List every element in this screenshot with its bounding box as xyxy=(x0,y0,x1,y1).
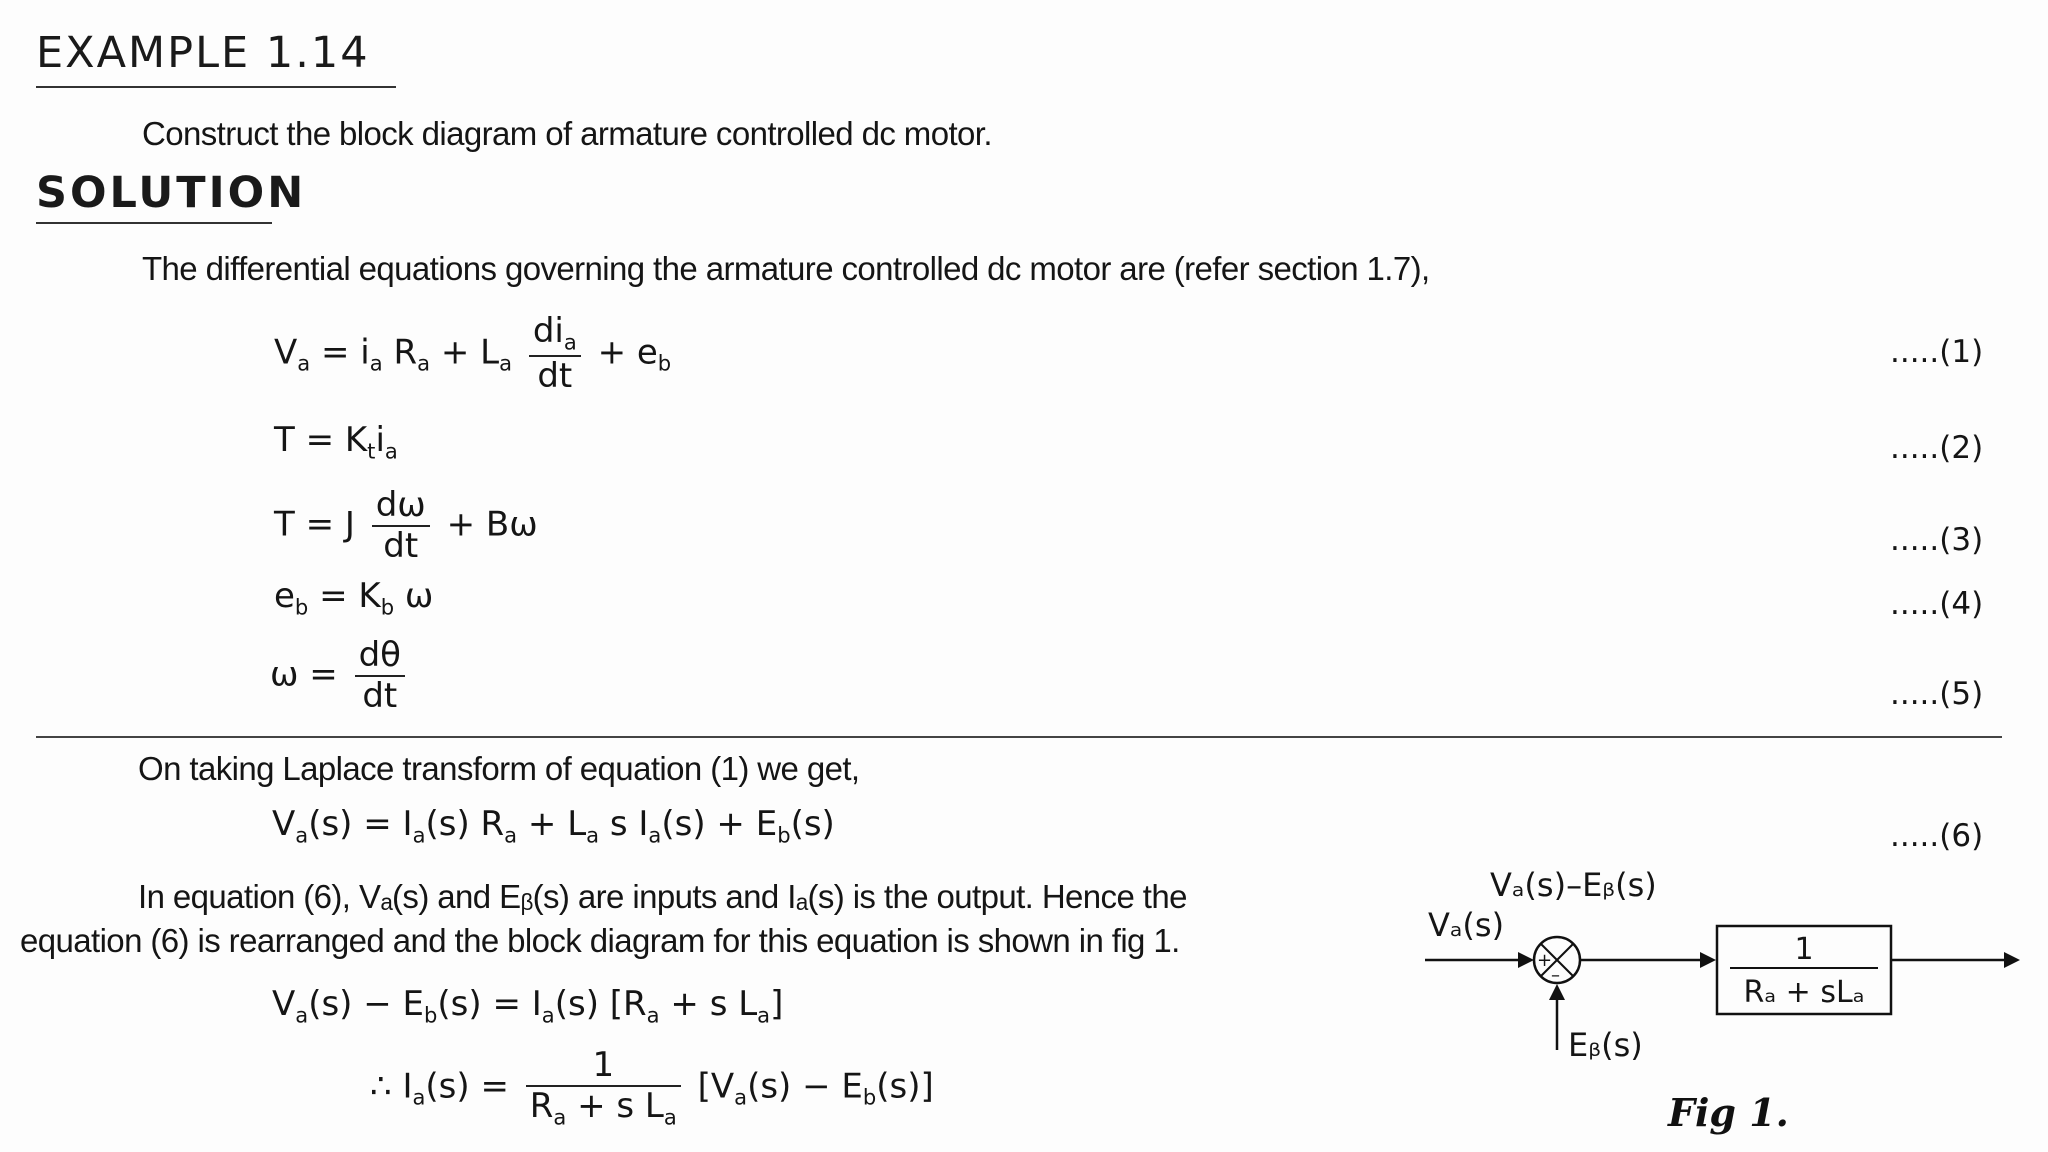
rearrange-text-line-2: equation (6) is rearranged and the block diagram for this equation is shown in fig 1. xyxy=(20,922,1180,959)
input-arrow-head xyxy=(1518,952,1534,968)
feedback-arrow-head xyxy=(1549,984,1565,1000)
equation-number-2: .....(2) xyxy=(1890,430,1984,466)
laplace-statement: On taking Laplace transform of equation (1) we get, xyxy=(138,750,860,787)
rearrange-text-line-1: In equation (6), Vₐ(s) and Eᵦ(s) are inputs and Iₐ(s) is the output. Hence the xyxy=(138,878,1187,915)
solution-heading: SOLUTION xyxy=(36,168,307,218)
output-arrow-head xyxy=(2004,952,2020,968)
equation-number-4: .....(4) xyxy=(1890,586,1984,622)
equation-4: $e_b = K_b$ ω xyxy=(274,576,434,620)
block-denominator: Rₐ + sLₐ xyxy=(1743,975,1865,1010)
equation-6: $V_a(s) = I_a(s) R_a + L_a$ s $I_a(s) + E_b(s)$ xyxy=(272,804,835,848)
equation-ia: ∴ $I_a(s)$ = $\frac{1}{R_a + s L_a}$ $[V_a(s) - E_b(s)]$ xyxy=(370,1045,934,1130)
equation-5-fraction: $\frac{d\theta}{dt}$ xyxy=(355,636,405,716)
equation-5: ω = $\frac{d\theta}{dt}$ xyxy=(270,636,411,716)
equation-ia-fraction: $\frac{1}{R_a + s L_a}$ xyxy=(526,1046,681,1130)
input-label: Vₐ(s) xyxy=(1428,906,1505,944)
equation-number-1: .....(1) xyxy=(1890,334,1984,370)
error-signal-arrow-head xyxy=(1700,952,1716,968)
equation-number-6: .....(6) xyxy=(1890,818,1984,854)
equation-number-5: .....(5) xyxy=(1890,676,1984,712)
figure-caption: Fig 1. xyxy=(1668,1090,1789,1135)
equation-rearranged: $V_a(s) - E_b(s) = I_a(s) [R_a + s$ $L_a$] xyxy=(272,984,784,1028)
feedback-label: Eᵦ(s) xyxy=(1568,1026,1643,1064)
solution-heading-underline xyxy=(36,222,272,224)
example-title: EXAMPLE 1.14 xyxy=(36,28,370,78)
solution-intro: The differential equations governing the armature controlled dc motor are (refer section 1.7), xyxy=(142,250,1430,287)
equation-1-fraction: $\frac{di_a}{dt}$ xyxy=(529,312,581,396)
section-divider xyxy=(36,736,2002,738)
equation-3-fraction: $\frac{d\omega}{dt}$ xyxy=(372,486,430,566)
equation-1: $V_a = i_a$ $R_a + L_a$ $\frac{di_a}{dt}$ + $e_b$ xyxy=(274,311,672,396)
equation-number-3: .....(3) xyxy=(1890,522,1984,558)
equation-2: $T = K_ti_a$ xyxy=(274,420,398,464)
minus-sign: – xyxy=(1551,965,1560,986)
equation-3: T = J $\frac{d\omega}{dt}$ + Bω xyxy=(274,485,538,567)
plus-sign: + xyxy=(1537,950,1553,971)
problem-statement: Construct the block diagram of armature controlled dc motor. xyxy=(142,115,992,152)
error-label: Vₐ(s)–Eᵦ(s) xyxy=(1490,866,1657,904)
block-numerator: 1 xyxy=(1794,932,1814,967)
example-title-underline xyxy=(36,86,396,88)
